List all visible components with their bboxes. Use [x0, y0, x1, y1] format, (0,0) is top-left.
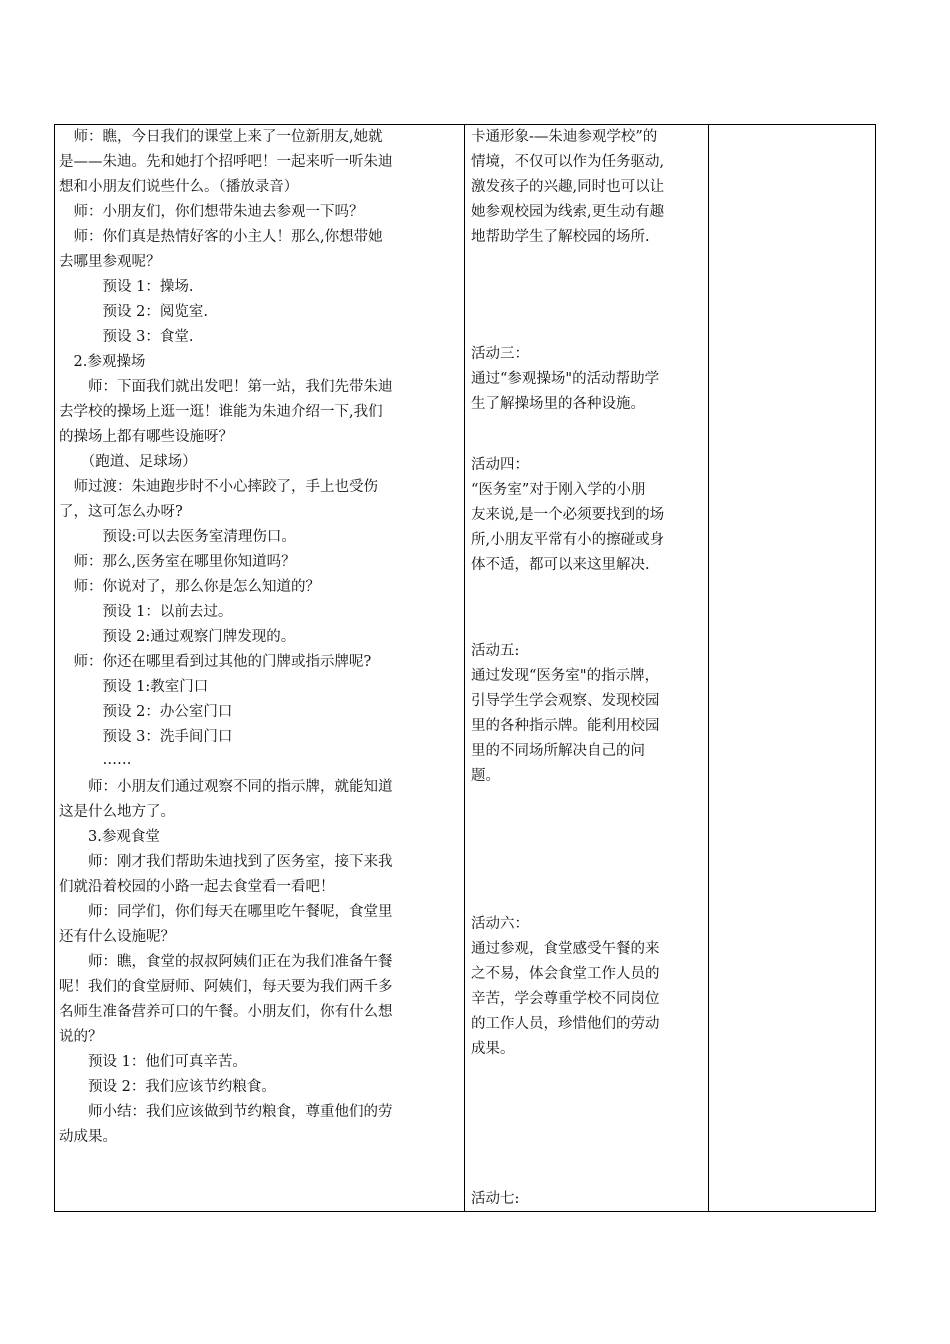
text-line: “医务室”对于刚入学的小朋 — [471, 482, 646, 498]
text-line: 里的各种指示牌。能利用校园 — [471, 718, 660, 734]
text-line: …… — [59, 752, 132, 768]
text-line: 师：瞧，食堂的叔叔阿姨们正在为我们准备午餐 — [59, 954, 393, 970]
text-line: 预设 1:教室门口 — [59, 679, 209, 695]
text-line: 体不适，都可以来这里解决. — [471, 557, 650, 573]
text-line: 她参观校园为线索,更生动有趣 — [471, 204, 665, 220]
text-line: 通过参观，食堂感受午餐的来 — [471, 941, 660, 957]
text-line: 师：小朋友们，你们想带朱迪去参观一下吗？ — [59, 204, 364, 220]
text-line: 去哪里参观呢？ — [59, 254, 161, 270]
text-line: 呢！我们的食堂厨师、阿姨们，每天要为我们两千多 — [59, 979, 393, 995]
text-line: 的操场上都有哪些设施呀？ — [59, 429, 233, 445]
text-line: 名师生准备营养可口的午餐。小朋友们，你有什么想 — [59, 1004, 393, 1020]
activity-heading: 活动六： — [471, 916, 529, 932]
text-line: 地帮助学生了解校园的场所. — [471, 229, 650, 245]
text-line: 卡通形象-—朱迪参观学校”的 — [471, 129, 658, 145]
text-line: 生了解操场里的各种设施。 — [471, 396, 645, 412]
section-heading: 3.参观食堂 — [59, 829, 160, 845]
text-line: 去学校的操场上逛一逛！谁能为朱迪介绍一下,我们 — [59, 404, 383, 420]
text-line: 是——朱迪。先和她打个招呼吧！一起来听一听朱迪 — [59, 154, 393, 170]
text-line: 说的？ — [59, 1029, 103, 1045]
activity-heading: 活动三： — [471, 346, 529, 362]
lesson-plan-table — [54, 124, 876, 1212]
text-line: 师：那么,医务室在哪里你知道吗？ — [59, 554, 296, 570]
text-line: 预设 2：办公室门口 — [59, 704, 233, 720]
text-line: 引导学生学会观察、发现校园 — [471, 693, 660, 709]
activity-heading: 活动七: — [471, 1191, 520, 1207]
text-line: 师：你们真是热情好客的小主人！那么,你想带她 — [59, 229, 383, 245]
text-line: 辛苦，学会尊重学校不同岗位 — [471, 991, 660, 1007]
text-line: 这是什么地方了。 — [59, 804, 175, 820]
text-line: 师：你说对了，那么你是怎么知道的？ — [59, 579, 320, 595]
text-line: 之不易，体会食堂工作人员的 — [471, 966, 660, 982]
text-line: 情境，不仅可以作为任务驱动, — [471, 154, 665, 170]
text-line: （跑道、足球场） — [59, 454, 197, 470]
text-line: 通过发现“医务室"的指示牌， — [471, 668, 660, 684]
text-line: 们就沿着校园的小路一起去食堂看一看吧！ — [59, 879, 335, 895]
text-line: 师：同学们，你们每天在哪里吃午餐呢，食堂里 — [59, 904, 393, 920]
text-line: 师：你还在哪里看到过其他的门牌或指示牌呢? — [59, 654, 372, 670]
column-divider — [464, 125, 465, 1211]
text-line: 友来说,是一个必须要找到的场 — [471, 507, 665, 523]
notes-column — [712, 125, 874, 1211]
text-line: 预设 3：食堂. — [59, 329, 194, 345]
text-line: 师小结：我们应该做到节约粮食，尊重他们的劳 — [59, 1104, 393, 1120]
teaching-process-column — [59, 125, 459, 1211]
text-line: 了，这可怎么办呀? — [59, 504, 183, 520]
text-line: 动成果。 — [59, 1129, 117, 1145]
text-line: 还有什么设施呢？ — [59, 929, 175, 945]
text-line: 师：小朋友们通过观察不同的指示牌，就能知道 — [59, 779, 393, 795]
design-intent-column — [471, 125, 703, 1211]
text-line: 所,小朋友平常有小的擦碰或身 — [471, 532, 665, 548]
text-line: 预设 2:通过观察门牌发现的。 — [59, 629, 296, 645]
text-line: 里的不同场所解决自己的问 — [471, 743, 645, 759]
text-line: 通过“参观操场"的活动帮助学 — [471, 371, 660, 387]
text-line: 师：瞧，今日我们的课堂上来了一位新朋友,她就 — [59, 129, 383, 145]
text-line: 师：刚才我们帮助朱迪找到了医务室，接下来我 — [59, 854, 393, 870]
activity-heading: 活动五: — [471, 643, 520, 659]
section-heading: 2.参观操场 — [59, 354, 146, 370]
text-line: 师：下面我们就出发吧！第一站，我们先带朱迪 — [59, 379, 393, 395]
activity-heading: 活动四： — [471, 457, 529, 473]
text-line: 成果。 — [471, 1041, 515, 1057]
text-line: 的工作人员，珍惜他们的劳动 — [471, 1016, 660, 1032]
text-line: 预设 1：他们可真辛苦。 — [59, 1054, 247, 1070]
text-line: 想和小朋友们说些什么。（播放录音） — [59, 179, 299, 195]
column-divider — [708, 125, 709, 1211]
text-line: 题。 — [471, 768, 500, 784]
text-line: 预设:可以去医务室清理伤口。 — [59, 529, 296, 545]
text-line: 预设 1：操场. — [59, 279, 194, 295]
text-line: 师过渡：朱迪跑步时不小心摔跤了，手上也受伤 — [59, 479, 378, 495]
text-line: 预设 3：洗手间门口 — [59, 729, 233, 745]
text-line: 激发孩子的兴趣,同时也可以让 — [471, 179, 665, 195]
text-line: 预设 2：我们应该节约粮食。 — [59, 1079, 276, 1095]
text-line: 预设 2：阅览室. — [59, 304, 208, 320]
text-line: 预设 1：以前去过。 — [59, 604, 233, 620]
